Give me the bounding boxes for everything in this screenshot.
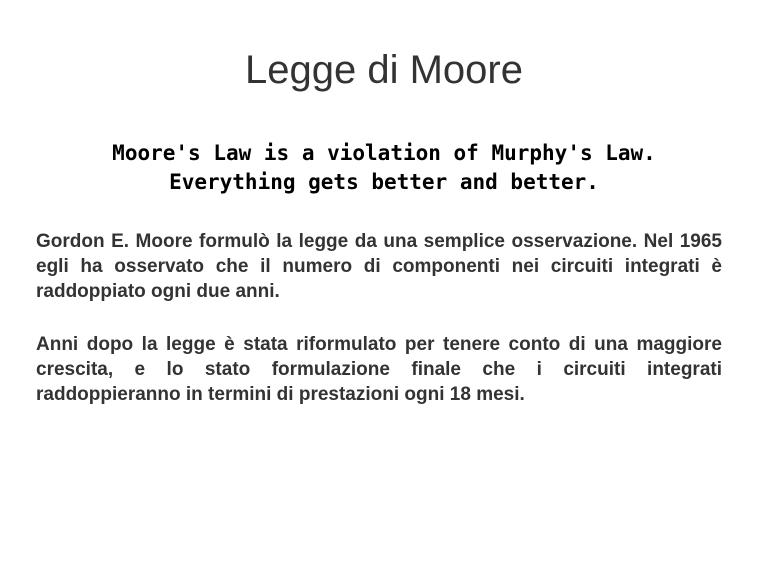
quote-line-2: Everything gets better and better. bbox=[169, 170, 599, 194]
quote-line-1: Moore's Law is a violation of Murphy's Law. bbox=[112, 141, 656, 165]
paragraph-moore-observation: Gordon E. Moore formulò la legge da una semplice osservazione. Nel 1965 egli ha osservato che il numero di componenti nei circuiti integrati è raddoppiato ogni due anni. bbox=[36, 231, 722, 302]
slide-title: Legge di Moore bbox=[245, 48, 523, 92]
paragraph-law-reformulation: Anni dopo la legge è stata riformulato per tenere conto di una maggiore crescita, e lo stato formulazione finale che i circuiti integrati raddoppieranno in termini di prestazioni ogni 18 mesi. bbox=[36, 334, 722, 405]
quote-block bbox=[0, 139, 768, 197]
